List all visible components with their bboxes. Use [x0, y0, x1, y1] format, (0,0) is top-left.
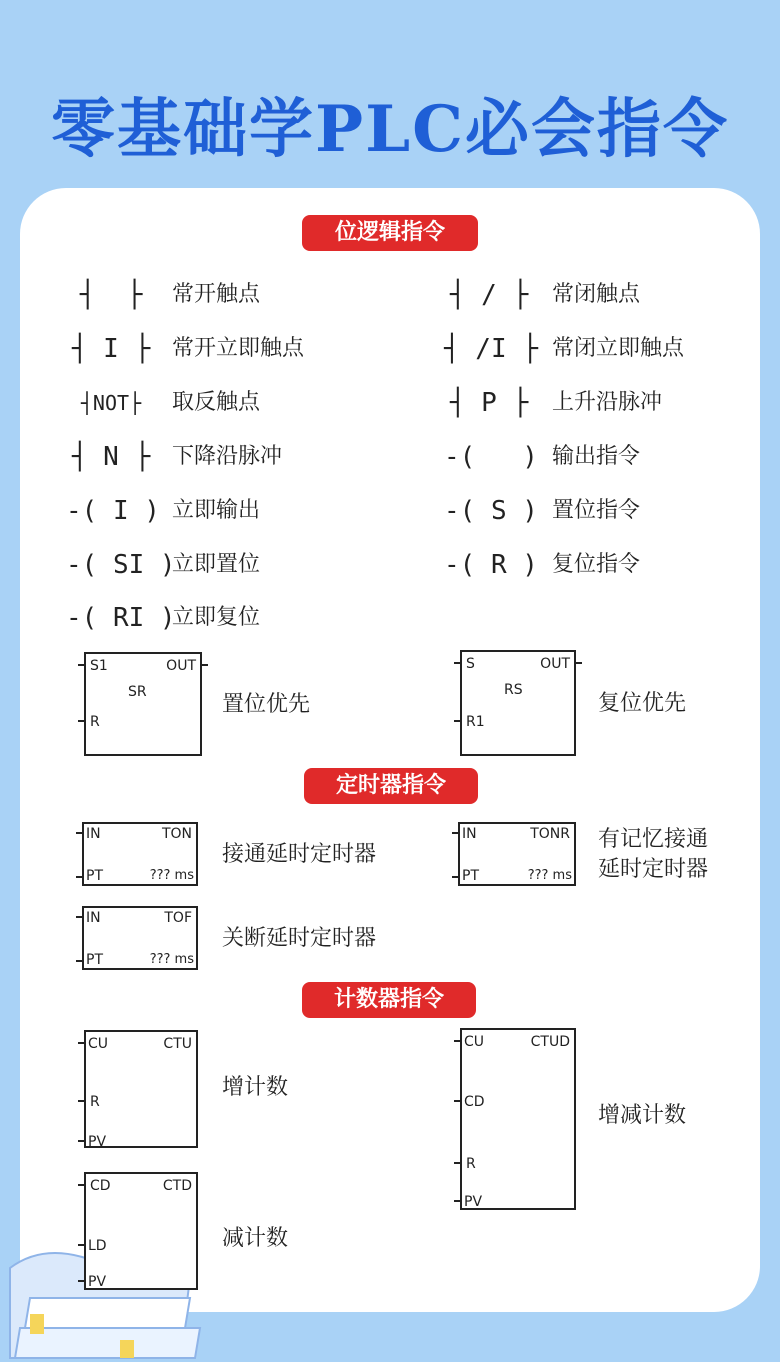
ctud-name: CTUD: [530, 1034, 570, 1050]
symbol-no-contact: ┤ ├: [79, 280, 143, 310]
sr-pin-r: R: [90, 714, 100, 730]
symbol-not: ┤NOT├: [80, 391, 142, 415]
tof-block: [82, 906, 198, 970]
symbol-immediate-set: -( SI ): [66, 550, 176, 580]
label-ctud: 增减计数: [598, 1103, 687, 1128]
sr-pin-s1: S1: [90, 658, 108, 674]
sr-block: [84, 652, 202, 756]
label-ctd: 减计数: [222, 1226, 289, 1251]
label-tonr-line1: 有记忆接通: [598, 827, 709, 852]
ctud-pin-cd: CD: [464, 1094, 485, 1110]
tof-pin-pt: PT: [86, 952, 103, 968]
symbol-nc-immediate: ┤ /I ├: [444, 334, 538, 364]
label-reset: 复位指令: [552, 552, 641, 577]
tof-pin-in: IN: [86, 910, 101, 926]
tonr-block: [458, 822, 576, 886]
ctd-pin-pv: PV: [88, 1274, 107, 1290]
ton-pin-in: IN: [86, 826, 101, 842]
ctud-block: [460, 1028, 576, 1210]
label-falling-edge: 下降沿脉冲: [172, 444, 283, 469]
rs-block: [460, 650, 576, 756]
rs-pin-s: S: [466, 656, 475, 672]
ton-ms: ??? ms: [149, 868, 194, 883]
ctu-pin-r: R: [90, 1094, 100, 1110]
ctd-pin-cd: CD: [90, 1178, 111, 1194]
ctd-pin-ld: LD: [88, 1238, 107, 1254]
ton-name: TON: [161, 826, 192, 842]
label-not: 取反触点: [172, 390, 261, 415]
symbol-rising-edge: ┤ P ├: [449, 388, 529, 418]
label-output: 输出指令: [552, 444, 641, 469]
label-tonr-line2: 延时定时器: [598, 857, 709, 882]
label-no-immediate: 常开立即触点: [172, 336, 305, 361]
label-ton: 接通延时定时器: [222, 842, 377, 867]
ctu-block: [84, 1030, 198, 1148]
label-tof: 关断延时定时器: [222, 926, 377, 951]
label-ctu: 增计数: [222, 1075, 289, 1100]
ctud-pin-pv: PV: [464, 1194, 483, 1210]
symbol-nc-contact: ┤ / ├: [449, 280, 529, 310]
sr-pin-out: OUT: [166, 658, 196, 674]
label-rising-edge: 上升沿脉冲: [552, 390, 663, 415]
symbol-output: -( ): [444, 442, 538, 472]
ton-pin-pt: PT: [86, 868, 103, 884]
symbol-no-immediate: ┤ I ├: [71, 334, 151, 364]
section-badge-counter: 计数器指令: [302, 982, 476, 1018]
page-title: 零基础学PLC必会指令: [50, 92, 730, 167]
rs-name: RS: [504, 682, 523, 698]
ton-block: [82, 822, 198, 886]
tonr-pin-pt: PT: [462, 868, 479, 884]
label-set: 置位指令: [552, 498, 641, 523]
ctud-pin-cu: CU: [464, 1034, 485, 1050]
tof-name: TOF: [164, 910, 192, 926]
ctd-name: CTD: [162, 1178, 192, 1194]
label-set-priority: 置位优先: [222, 692, 311, 717]
label-no-contact: 常开触点: [172, 282, 261, 307]
label-immediate-reset: 立即复位: [172, 605, 261, 630]
symbol-reset: -( R ): [444, 550, 538, 580]
tof-ms: ??? ms: [149, 952, 194, 967]
tonr-ms: ??? ms: [527, 868, 572, 883]
ctu-name: CTU: [163, 1036, 192, 1052]
label-immediate-set: 立即置位: [172, 552, 261, 577]
rs-pin-r1: R1: [466, 714, 485, 730]
label-nc-immediate: 常闭立即触点: [552, 336, 685, 361]
label-reset-priority: 复位优先: [598, 691, 687, 716]
symbol-set: -( S ): [444, 496, 538, 526]
tonr-pin-in: IN: [462, 826, 477, 842]
ctd-block: [84, 1172, 198, 1290]
rs-pin-out: OUT: [540, 656, 570, 672]
sr-name: SR: [128, 684, 147, 700]
ctu-pin-cu: CU: [88, 1036, 109, 1052]
ctud-pin-r: R: [466, 1156, 476, 1172]
symbol-falling-edge: ┤ N ├: [71, 442, 151, 472]
symbol-immediate-reset: -( RI ): [66, 603, 176, 633]
section-badge-bit-logic: 位逻辑指令: [302, 215, 478, 251]
label-nc-contact: 常闭触点: [552, 282, 641, 307]
ctu-pin-pv: PV: [88, 1134, 107, 1150]
tonr-name: TONR: [530, 826, 570, 842]
symbol-immediate-output: -( I ): [66, 496, 160, 526]
label-immediate-output: 立即输出: [172, 498, 261, 523]
section-badge-timer: 定时器指令: [304, 768, 478, 804]
